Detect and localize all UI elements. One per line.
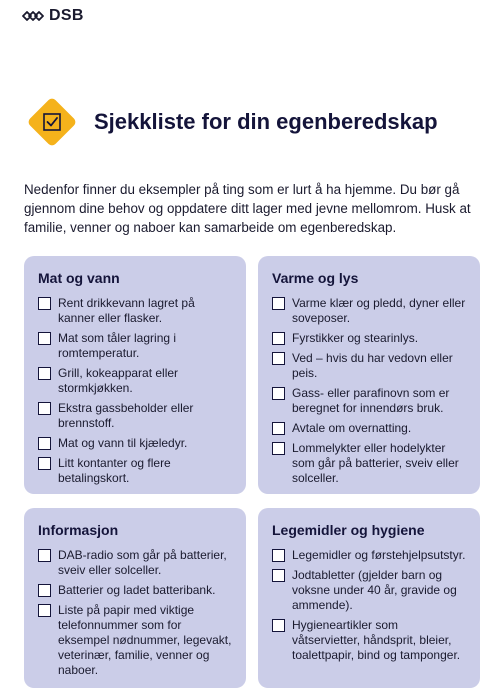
checklist-item[interactable]: Ved – hvis du har vedovn eller peis.	[272, 351, 466, 381]
checklist-item[interactable]: Grill, kokeapparat eller stormkjøkken.	[38, 366, 232, 396]
checkbox[interactable]	[272, 422, 285, 435]
checkbox[interactable]	[38, 584, 51, 597]
checkbox[interactable]	[38, 457, 51, 470]
checkbox[interactable]	[38, 402, 51, 415]
page-title: Sjekkliste for din egenberedskap	[94, 109, 438, 134]
section-card-heat-light	[258, 256, 480, 494]
logo-text: DSB	[49, 7, 84, 24]
checkbox[interactable]	[38, 332, 51, 345]
section-heading: Mat og vann	[38, 270, 120, 286]
checkbox[interactable]	[272, 387, 285, 400]
section-card-medicine-hygiene	[258, 508, 480, 688]
checklist-item[interactable]: DAB-radio som går på batterier, sveiv eller solceller.	[38, 548, 232, 578]
checkbox[interactable]	[38, 297, 51, 310]
checklist-item[interactable]: Litt kontanter og flere betalingskort.	[38, 456, 232, 486]
checkbox[interactable]	[272, 297, 285, 310]
checklist-icon	[24, 94, 80, 150]
section-heading: Informasjon	[38, 522, 119, 538]
section-card-information	[24, 508, 246, 688]
checkbox[interactable]	[38, 604, 51, 617]
checklist-item[interactable]: Liste på papir med viktige telefonnummer som for eksempel nødnummer, legevakt, veterinær, familie, venner og naboer.	[38, 603, 232, 678]
dsb-logo	[22, 7, 84, 25]
checkbox[interactable]	[272, 569, 285, 582]
checklist-item[interactable]: Gass- eller parafinovn som er beregnet for innendørs bruk.	[272, 386, 466, 416]
page-header	[24, 94, 438, 150]
checkbox[interactable]	[272, 549, 285, 562]
checkbox[interactable]	[38, 367, 51, 380]
checkbox[interactable]	[38, 549, 51, 562]
checklist-item[interactable]: Fyrstikker og stearinlys.	[272, 331, 466, 346]
checklist-item[interactable]: Legemidler og førstehjelpsutstyr.	[272, 548, 466, 563]
intro-text: Nedenfor finner du eksempler på ting som er lurt å ha hjemme. Du bør gå gjennom dine behov og oppdatere ditt lager med jevne mellomrom. Husk at familie, venner og naboer kan samarbeide om egenberedskap.	[24, 182, 471, 235]
checklist-item[interactable]: Avtale om overnatting.	[272, 421, 466, 436]
section-card-food-water	[24, 256, 246, 494]
checkbox[interactable]	[272, 332, 285, 345]
section-heading: Legemidler og hygiene	[272, 522, 425, 538]
section-heading: Varme og lys	[272, 270, 359, 286]
checklist-item[interactable]: Lommelykter eller hodelykter som går på batterier, sveiv eller solceller.	[272, 441, 466, 486]
checkbox[interactable]	[272, 619, 285, 632]
checklist-item[interactable]: Hygieneartikler som våtservietter, håndsprit, bleier, toalettpapir, bind og tamponger.	[272, 618, 466, 663]
checkbox[interactable]	[38, 437, 51, 450]
checklist-item[interactable]: Mat og vann til kjæledyr.	[38, 436, 232, 451]
checklist-item[interactable]: Batterier og ladet batteribank.	[38, 583, 232, 598]
checklist-item[interactable]: Ekstra gassbeholder eller brennstoff.	[38, 401, 232, 431]
checklist-item[interactable]: Varme klær og pledd, dyner eller soveposer.	[272, 296, 466, 326]
dsb-logo-icon	[22, 9, 44, 23]
checkbox[interactable]	[272, 442, 285, 455]
checklist-item[interactable]: Mat som tåler lagring i romtemperatur.	[38, 331, 232, 361]
checklist-item[interactable]: Rent drikkevann lagret på kanner eller flasker.	[38, 296, 232, 326]
checklist-item[interactable]: Jodtabletter (gjelder barn og voksne under 40 år, gravide og ammende).	[272, 568, 466, 613]
checkbox[interactable]	[272, 352, 285, 365]
